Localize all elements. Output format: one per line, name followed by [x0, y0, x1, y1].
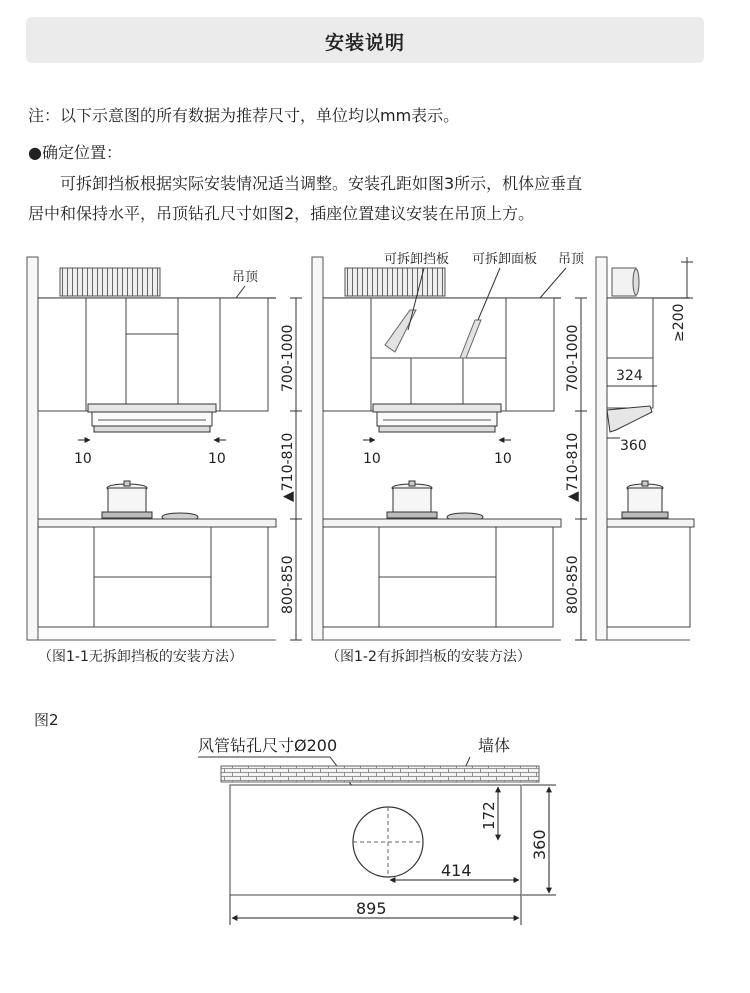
fig1-2-caption: （图1-2有拆卸挡板的安装方法）	[326, 649, 531, 665]
unit-note: 注：以下示意图的所有数据为推荐尺寸，单位均以mm表示。	[28, 106, 460, 125]
fig1-1-caption: （图1-1无拆卸挡板的安装方法）	[38, 649, 243, 665]
fig2-dim-895: 895	[356, 899, 387, 918]
duct-section	[612, 268, 636, 296]
fig1-2-dim-middle: ▲710-810	[565, 432, 581, 502]
fig2-dim-172: 172	[480, 801, 498, 830]
side-dim-hood: 360	[620, 438, 647, 454]
fig1-2-dim-lower: 800-850	[565, 555, 581, 614]
fig1-2-dim-upper: 700-1000	[565, 324, 581, 392]
figure-side-view	[596, 257, 694, 640]
instruction-line-2: 居中和保持水平，吊顶钻孔尺寸如图2，插座位置建议安装在吊顶上方。	[28, 204, 535, 223]
cooking-pot	[387, 481, 483, 521]
fig1-1-gap-left: 10	[74, 451, 92, 467]
side-dim-depth: 324	[616, 368, 643, 384]
fig1-2-gap-right: 10	[494, 451, 512, 467]
wall-brick-band	[221, 766, 539, 782]
fig2-label: 图2	[34, 711, 59, 729]
fig2-wall-label: 墙体	[478, 736, 511, 755]
cooking-pot	[102, 481, 198, 521]
exhaust-duct	[345, 268, 445, 296]
figure-1-2	[312, 251, 587, 665]
fig1-1-dim-middle: ▲710-810	[280, 432, 296, 502]
exhaust-duct	[60, 268, 160, 296]
fig2-dim-414: 414	[441, 861, 472, 880]
cooking-pot	[622, 481, 668, 518]
bullet-icon: ●	[28, 143, 42, 162]
range-hood	[373, 404, 501, 432]
fig1-2-panel-label: 可拆卸面板	[472, 252, 538, 267]
range-hood	[88, 404, 216, 432]
fig1-1-dim-upper: 700-1000	[280, 324, 296, 392]
page-title: 安装说明	[324, 32, 405, 54]
position-heading-label: 确定位置：	[41, 143, 122, 162]
fig1-1-ceiling-label: 吊顶	[232, 270, 259, 285]
figure-1-1	[27, 257, 302, 665]
figure-2	[34, 711, 556, 925]
fig1-1-gap-right: 10	[208, 451, 226, 467]
fig1-1-dim-lower: 800-850	[280, 555, 296, 614]
fig2-dim-360: 360	[530, 829, 549, 860]
fig1-2-ceiling-label: 吊顶	[558, 252, 585, 267]
fig1-2-gap-left: 10	[363, 451, 381, 467]
fig2-hole-label: 风管钻孔尺寸Ø200	[198, 736, 338, 755]
side-dim-ceiling-gap: ≥200	[671, 303, 687, 342]
fig1-2-baffle-label: 可拆卸挡板	[384, 252, 450, 267]
instruction-line-1: 可拆卸挡板根据实际安装情况适当调整。安装孔距如图3所示，机体应垂直	[28, 174, 583, 193]
